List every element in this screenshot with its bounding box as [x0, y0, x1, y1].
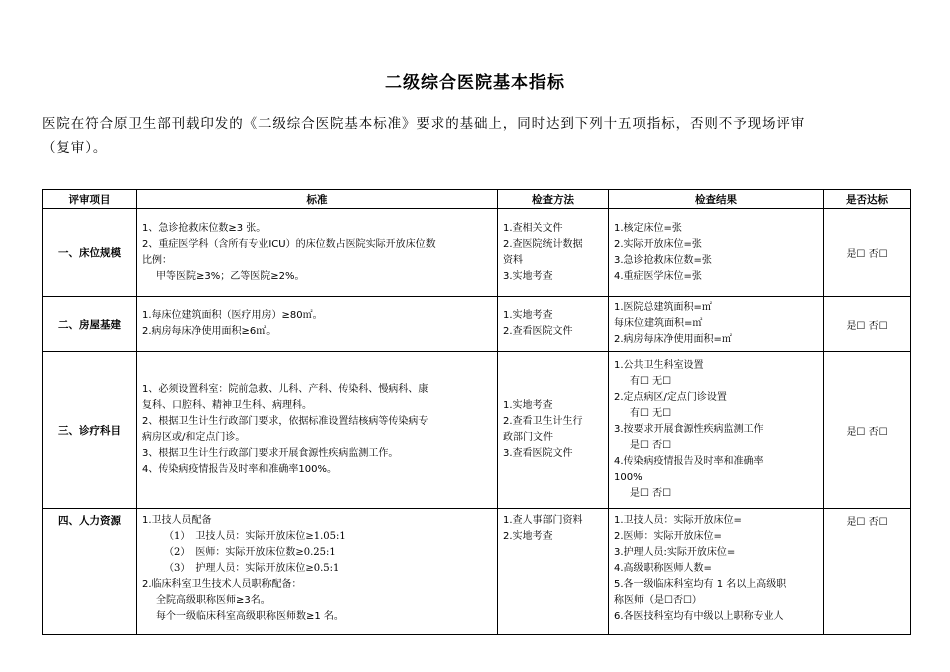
result-line: 每床位建筑面积=㎡ — [614, 318, 703, 329]
row-category: 三、诊疗科目 — [43, 352, 137, 509]
result-line: 1.公共卫生科室设置 — [614, 360, 704, 371]
result-line: 1.医院总建筑面积=㎡ — [614, 302, 712, 313]
intro-line-1: 医院在符合原卫生部刊载印发的《二级综合医院基本标准》要求的基础上，同时达到下列十五项指标，否则不予现场评审 — [42, 116, 806, 132]
standard-line: 复科、口腔科、精神卫生科、病理科。 — [142, 400, 312, 411]
method-line: 3.查看医院文件 — [503, 448, 573, 459]
standard-line: 2.临床科室卫生技术人员职称配备： — [142, 579, 302, 590]
row-result — [609, 352, 824, 509]
indicator-table — [42, 189, 911, 635]
row-standard — [137, 297, 498, 352]
standard-line: （2） 医师：实际开放床位数≥0.25:1 — [164, 547, 336, 558]
standard-line: （3） 护理人员：实际开放床位≥0.5:1 — [164, 563, 340, 574]
result-line: 4.重症医学床位=张 — [614, 270, 702, 282]
standard-line: 2.病房每床净使用面积≥6㎡。 — [142, 326, 277, 337]
standard-line: 1.卫技人员配备 — [142, 515, 212, 526]
row-method — [498, 509, 609, 635]
row-result — [609, 209, 824, 297]
table-header-row — [43, 190, 911, 209]
result-line: 称医师（是☐否☐） — [614, 595, 702, 606]
standard-line: 病房区或/和定点门诊。 — [142, 432, 246, 443]
method-line: 3.实地考查 — [503, 270, 553, 282]
result-line: 1.核定床位=张 — [614, 222, 682, 234]
row-category: 二、房屋基建 — [43, 297, 137, 352]
row-result — [609, 509, 824, 635]
result-line: 3.护理人员:实际开放床位= — [614, 547, 736, 558]
result-line: 3.急诊抢救床位数=张 — [614, 254, 712, 266]
result-checkbox-pair[interactable]: 是☐ 否☐ — [630, 488, 672, 499]
row-method — [498, 209, 609, 297]
method-line: 2.查看卫生计生行 — [503, 416, 583, 427]
table-row — [43, 297, 911, 352]
row-method — [498, 352, 609, 509]
result-line: 100% — [614, 472, 643, 483]
standard-line: 2、重症医学科（含所有专业ICU）的床位数占医院实际开放床位数 — [142, 238, 436, 250]
standard-line: 3、根据卫生计生行政部门要求开展食源性疾病监测工作。 — [142, 448, 399, 459]
method-line: 2.实地考查 — [503, 531, 553, 542]
result-line: 3.按要求开展食源性疾病监测工作 — [614, 424, 764, 435]
compliance-checkboxes[interactable]: 是☐ 否☐ — [824, 209, 911, 297]
result-line: 2.定点病区/定点门诊设置 — [614, 392, 727, 403]
row-category: 四、人力资源 — [43, 509, 137, 635]
method-line: 1.实地考查 — [503, 310, 553, 321]
compliance-checkboxes[interactable]: 是☐ 否☐ — [824, 297, 911, 352]
method-line: 2.查看医院文件 — [503, 326, 573, 337]
row-method — [498, 297, 609, 352]
result-line: 2.实际开放床位=张 — [614, 238, 702, 250]
standard-line: 2、根据卫生计生行政部门要求，依据标准设置结核病等传染病专 — [142, 416, 429, 427]
result-line: 2.病房每床净使用面积=㎡ — [614, 334, 732, 345]
result-checkbox-pair[interactable]: 是☐ 否☐ — [630, 440, 672, 451]
standard-line: 甲等医院≥3%；乙等医院≥2%。 — [156, 270, 305, 282]
standard-line: 比例： — [142, 254, 172, 266]
result-line: 4.高级职称医师人数= — [614, 563, 712, 574]
header-result: 检查结果 — [609, 190, 824, 209]
standard-line: 全院高级职称医师≥3名。 — [156, 595, 271, 606]
standard-line: 1、必须设置科室：院前急救、儿科、产科、传染科、慢病科、康 — [142, 384, 429, 395]
table-row — [43, 209, 911, 297]
intro-line-2: （复审）。 — [42, 140, 108, 156]
result-line: 2.医师：实际开放床位= — [614, 531, 722, 542]
result-checkbox-pair[interactable]: 有☐ 无☐ — [630, 408, 672, 419]
method-line: 资料 — [503, 254, 523, 266]
result-line: 6.各医技科室均有中级以上职称专业人 — [614, 611, 784, 622]
row-standard — [137, 509, 498, 635]
row-standard — [137, 209, 498, 297]
method-line: 1.实地考查 — [503, 400, 553, 411]
standard-line: （1） 卫技人员：实际开放床位≥1.05:1 — [164, 531, 346, 542]
table-row — [43, 352, 911, 509]
standard-line: 每个一级临床科室高级职称医师数≥1 名。 — [156, 611, 344, 622]
compliance-checkboxes[interactable]: 是☐ 否☐ — [824, 509, 911, 635]
result-line: 1.卫技人员：实际开放床位= — [614, 515, 742, 526]
header-compliance: 是否达标 — [824, 190, 911, 209]
row-standard — [137, 352, 498, 509]
row-result — [609, 297, 824, 352]
result-line: 5.各一级临床科室均有 1 名以上高级职 — [614, 579, 787, 590]
row-category: 一、床位规模 — [43, 209, 137, 297]
header-item: 评审项目 — [43, 190, 137, 209]
header-standard: 标准 — [137, 190, 498, 209]
result-line: 4.传染病疫情报告及时率和准确率 — [614, 456, 764, 467]
method-line: 2.查医院统计数据 — [503, 238, 583, 250]
method-line: 1.查相关文件 — [503, 222, 563, 234]
result-checkbox-pair[interactable]: 有☐ 无☐ — [630, 376, 672, 387]
standard-line: 4、传染病疫情报告及时率和准确率100%。 — [142, 464, 337, 475]
page-title: 二级综合医院基本指标 — [385, 73, 565, 93]
intro-paragraph — [42, 116, 912, 165]
table-row — [43, 509, 911, 635]
standard-line: 1、急诊抢救床位数≥3 张。 — [142, 222, 267, 234]
method-line: 政部门文件 — [503, 432, 553, 443]
standard-line: 1.每床位建筑面积（医疗用房）≥80㎡。 — [142, 310, 323, 321]
method-line: 1.查人事部门资料 — [503, 515, 583, 526]
compliance-checkboxes[interactable]: 是☐ 否☐ — [824, 352, 911, 509]
header-method: 检查方法 — [498, 190, 609, 209]
